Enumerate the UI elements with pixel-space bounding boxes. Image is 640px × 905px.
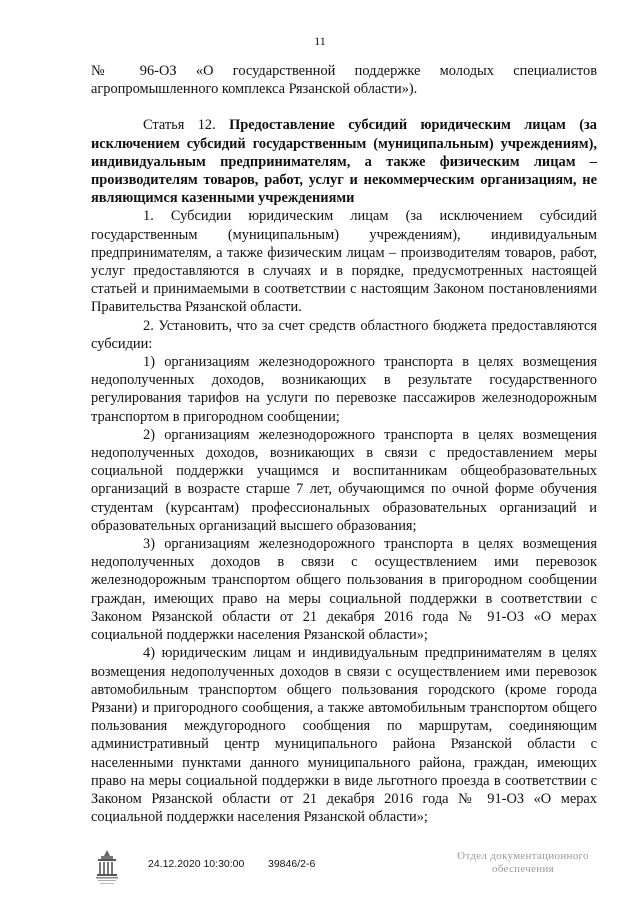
- article-12-heading: [91, 116, 597, 207]
- article-number: Статья 12.: [143, 117, 230, 134]
- parliament-building-icon: [94, 848, 120, 888]
- paragraph-1: 1. Субсидии юридическим лицам (за исключением субсидий государственным (муниципальным) учреждениям), индивидуальным предпринимателям, а также физическим лицам – производителям товаров, работ, услуг предоставляются в случаях и в порядке, предусмотренных настоящей статьей и принимаемыми в соответствии с настоящим Законом постановлениями Правительства Рязанской области.: [91, 208, 597, 316]
- list-item-2: 2) организациям железнодорожного транспорта в целях возмещения недополученных доходов, возникающих в связи с предоставлением меры социальной поддержки учащимся и воспитанникам общеобразовательных организаций в возрасте старше 7 лет, обучающимся по очной форме обучения студентам (курсантам) профессиональных образовательных организаций и образовательных организаций высшего образования;: [91, 426, 597, 534]
- department-stamp: [448, 850, 598, 876]
- stamp-line-2: обеспечения: [491, 863, 555, 875]
- page-footer: [0, 848, 640, 898]
- article-title: Предоставление субсидий юридическим лицам (за исключением субсидий государственным (муниципальным) учреждениям), индивидуальным предпринимателям, а также физическим лицам – производителям товаров, работ, услуг и некоммерческим организациям, не являющимся казенными учреждениями: [91, 117, 598, 207]
- page-number: 11: [314, 34, 326, 48]
- list-item-4: 4) юридическим лицам и индивидуальным предпринимателям в целях возмещения недополученных доходов в связи с осуществлением ими перевозок автомобильным транспортом общего пользования городского (кроме города Рязани) и пригородного сообщения, а также автомобильным транспортом общего пользования междугородного сообщения по маршрутам, соединяющим административный центр муниципального района Рязанской области с населенными пунктами данного муниципального района, граждан, имеющих право на меры социальной поддержки в виде льготного проезда в соответствии с Законом Рязанской области от 21 декабря 2016 года № 91-ОЗ «О мерах социальной поддержки населения Рязанской области»;: [91, 645, 597, 826]
- list-item-3: 3) организациям железнодорожного транспорта в целях возмещения недополученных доходов в связи с осуществлением ими перевозок железнодорожным транспортом общего пользования в пригородном сообщении граждан, имеющих право на меры социальной поддержки в соответствии с Законом Рязанской области от 21 декабря 2016 года № 91-ОЗ «О мерах социальной поддержки населения Рязанской области»;: [91, 536, 597, 644]
- paragraph-continuation: № 96-ОЗ «О государственной поддержке молодых специалистов агропромышленного комплекса Рязанской области»).: [91, 63, 597, 98]
- paragraph-2: 2. Установить, что за счет средств областного бюджета предоставляются субсидии:: [91, 317, 597, 352]
- registration-date: 24.12.2020 10:30:00: [148, 858, 245, 870]
- stamp-line-1: Отдел документационного: [457, 850, 589, 862]
- document-code: 39846/2-6: [268, 858, 316, 870]
- document-body: [91, 62, 597, 826]
- list-item-1: 1) организациям железнодорожного транспорта в целях возмещения недополученных доходов, возникающих в результате государственного регулирования тарифов на услуги по перевозке пассажиров железнодорожным транспортом в пригородном сообщении;: [91, 354, 597, 425]
